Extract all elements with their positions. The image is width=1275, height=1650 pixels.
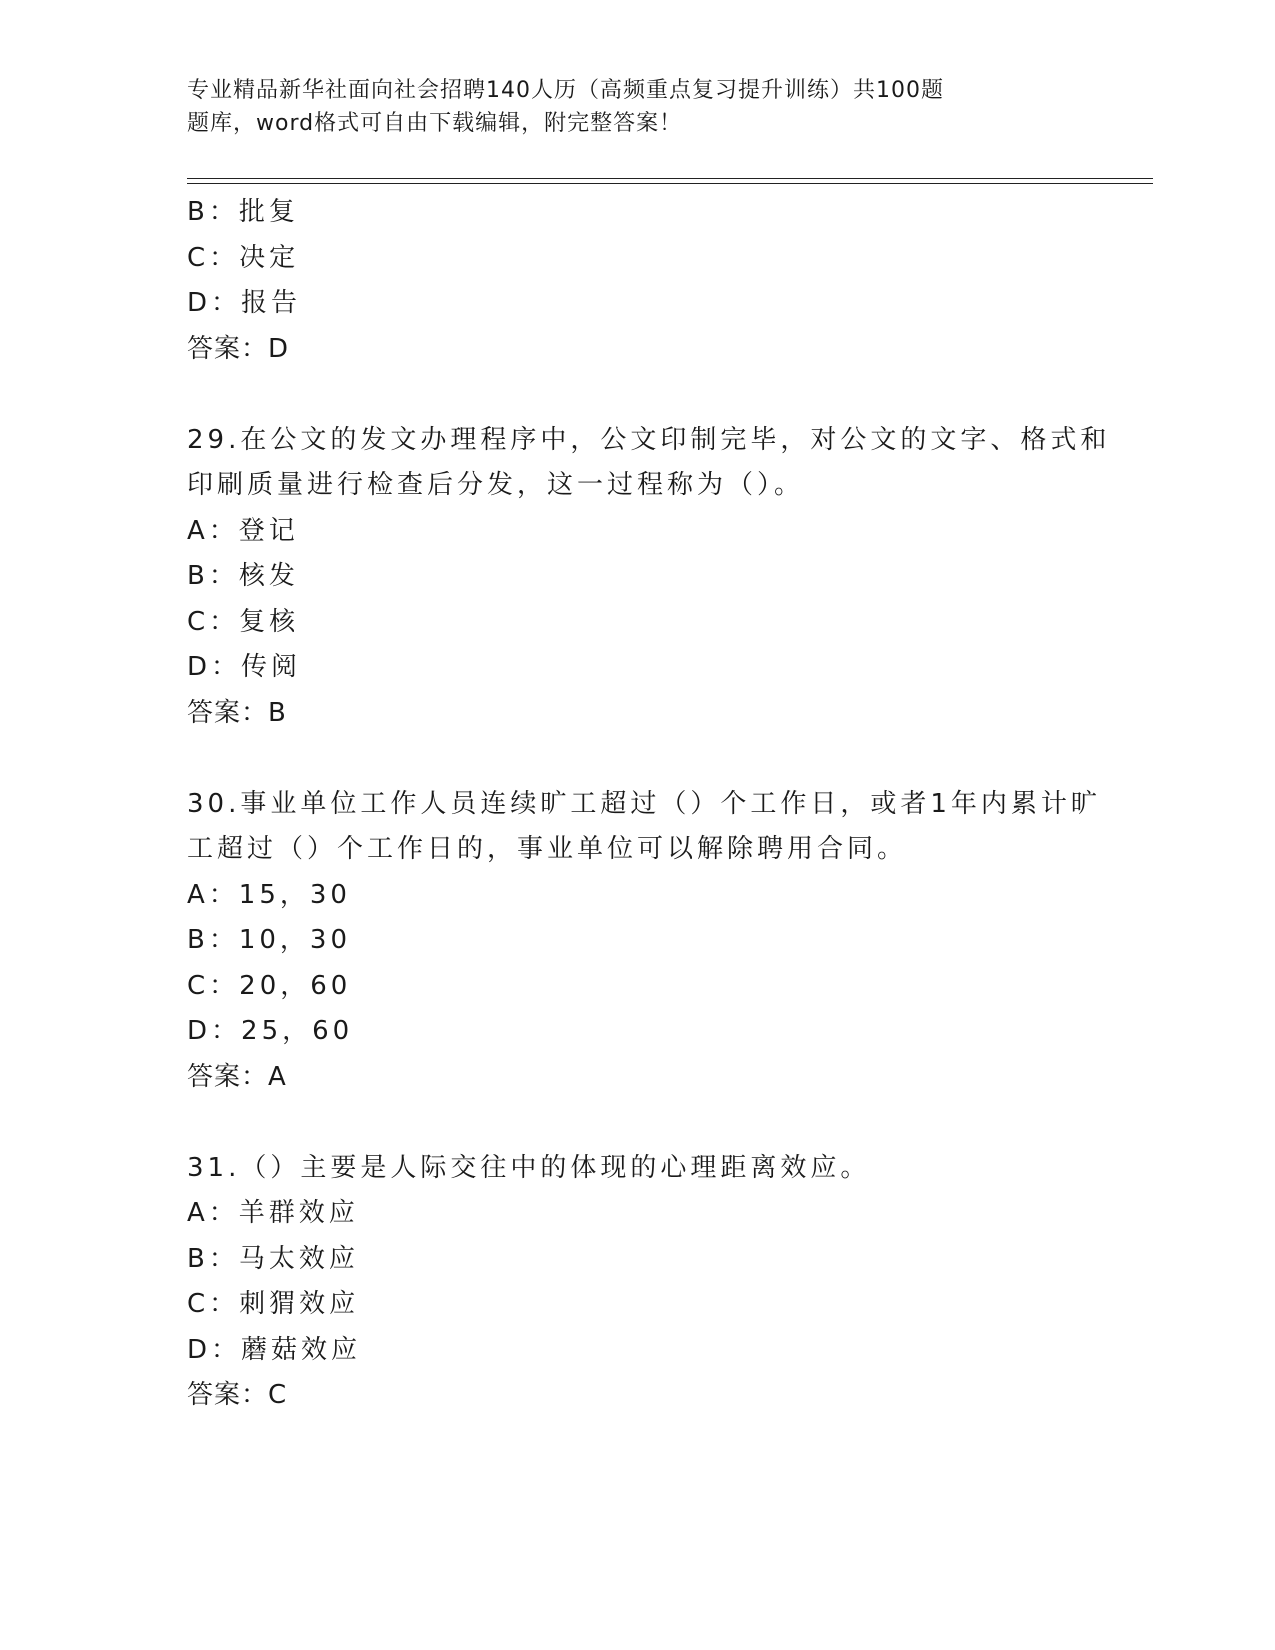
option-c: C：刺猬效应 [187, 1289, 360, 1319]
option-d: D：报告 [187, 288, 302, 318]
question-28-continued [187, 190, 1127, 372]
header-divider-top [187, 178, 1153, 179]
question-text-line: 29.在公文的发文办理程序中，公文印制完毕，对公文的文字、格式和 [187, 424, 1111, 455]
question-29 [187, 418, 1127, 737]
question-30 [187, 782, 1127, 1101]
question-text-line: 31.（）主要是人际交往中的体现的心理距离效应。 [187, 1152, 871, 1183]
answer-line: 答案：C [187, 1380, 288, 1410]
question-spacer [187, 736, 1127, 782]
question-spacer [187, 372, 1127, 418]
option-b: B：马太效应 [187, 1243, 359, 1274]
option-d: D：25，60 [187, 1016, 354, 1046]
option-b: B：核发 [187, 561, 299, 591]
option-c: C：20，60 [187, 970, 352, 1001]
option-c: C：复核 [187, 606, 300, 637]
option-a: A：登记 [187, 515, 299, 546]
question-31 [187, 1146, 1127, 1419]
answer-line: 答案：A [187, 1061, 287, 1092]
document-header [187, 74, 1067, 140]
option-d: D：蘑菇效应 [187, 1334, 362, 1365]
question-text-line: 印刷质量进行检查后分发，这一过程称为（）。 [187, 470, 805, 500]
question-text-line: 30.事业单位工作人员连续旷工超过（）个工作日，或者1年内累计旷 [187, 788, 1101, 819]
option-a: A：15，30 [187, 879, 351, 910]
question-text-line: 工超过（）个工作日的，事业单位可以解除聘用合同。 [187, 834, 908, 864]
option-d: D：传阅 [187, 652, 302, 682]
answer-line: 答案：D [187, 333, 290, 364]
header-divider-bottom [187, 183, 1153, 184]
option-b: B：10，30 [187, 925, 352, 955]
option-c: C：决定 [187, 242, 300, 273]
option-b: B：批复 [187, 197, 299, 227]
question-content [187, 190, 1127, 1419]
answer-line: 答案：B [187, 697, 287, 728]
header-title-line-2: 题库，word格式可自由下载编辑，附完整答案！ [187, 111, 683, 136]
header-title-line-1: 专业精品新华社面向社会招聘140人历（高频重点复习提升训练）共100题 [187, 78, 944, 103]
question-spacer [187, 1100, 1127, 1146]
option-a: A：羊群效应 [187, 1198, 359, 1228]
